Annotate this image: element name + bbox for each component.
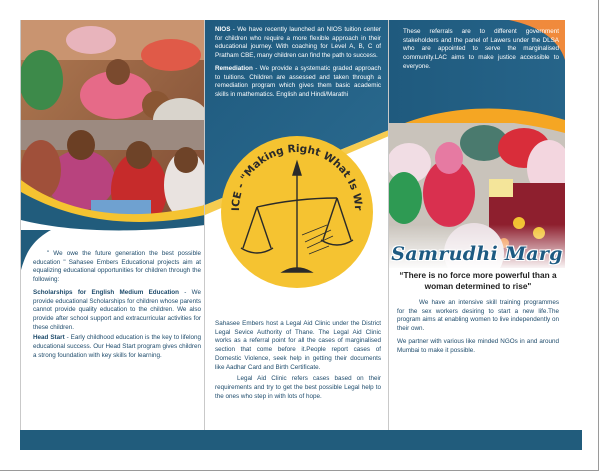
brochure-sheet xyxy=(20,20,582,450)
remediation-title: Remediation xyxy=(215,64,253,72)
education-intro: " We owe the future generation the best possible education " Sahasee Embers Educational projects aim at equalizing educational opportunities for children through the following: xyxy=(33,250,201,284)
legal-aid-paragraph-2: Legal Aid Clinic refers cases based on their requirements and try to get the best possible Legal help to the ones who step in with lots of hope. xyxy=(215,375,381,400)
empowerment-quote: “There is no force more powerful than a woman determined to rise" xyxy=(399,270,557,291)
scales-of-justice-icon xyxy=(217,130,377,290)
middle-top-text xyxy=(215,26,381,100)
legal-aid-paragraph-1: Sahasee Embers host a Legal Aid Clinic under the District Legal Sevice Authority of Thane. The Legal Aid Clinic works as a referral point for all the cases of marginalised section that come before it.People report cases of Domestic Violence, seek help in getting their documents like Aadhar Card and Birth Certificate. xyxy=(215,320,381,371)
wave-decoration xyxy=(21,20,205,235)
nios-text: - We have recently launched an NIOS tuition center for children who require a more flexible approach in their educational journey. With coaching for Level A, B, C of Pratham CBE, many children can find the path to success. xyxy=(215,26,382,60)
samrudhi-title-block xyxy=(389,243,565,265)
children-classroom-photo xyxy=(21,20,205,235)
footer-band xyxy=(20,430,582,450)
partner-text: We partner with various like minded NGOs in and around Mumbai to make it possible. xyxy=(397,337,559,354)
samrudhi-marg-title: Samrudhi Marg xyxy=(391,243,563,265)
middle-panel xyxy=(204,20,389,430)
remediation-section xyxy=(215,65,381,100)
nios-title: NIOS xyxy=(215,26,231,33)
left-panel xyxy=(20,20,205,430)
legal-aid-text xyxy=(215,320,381,401)
justice-emblem xyxy=(217,130,377,290)
scholarship-section xyxy=(33,289,201,333)
scholarship-title: Scholarships for English Medium Education xyxy=(33,288,180,296)
justice-motto: ICE - "Making Right What Is Wr xyxy=(229,142,365,212)
headstart-title: Head Start xyxy=(33,334,65,342)
left-panel-text xyxy=(33,250,201,360)
referrals-block xyxy=(403,28,559,72)
right-panel xyxy=(388,20,582,430)
training-text: We have an intensive skill training programmes for the sex workers desiring to start a new life.The program aims at enabling women to live independently on their own. xyxy=(397,299,559,333)
headstart-text: - Early childhood education is the key to lifelong educational success. Our Head Start program gives children a strong foundation with key skills for learning. xyxy=(33,334,202,359)
referrals-text: These referrals are to different government stakeholders and the panel of Lawers under the DLSA who are appointed to serve the marginalised community.LAC aims to make justice accessible to everyone. xyxy=(403,28,559,70)
remediation-text: - We provide a systematic graded approach to tuitions. Children are assessed and taken through a remediation program which gives them basic academic skills in mathematics. English and Hindi/Marathi xyxy=(215,64,382,98)
scholarship-text: - We provide educational Scholarships for children whose parents cannot provide quality education to the children. We also provide after school support and extracurricular activities for these children. xyxy=(33,288,202,331)
headstart-section xyxy=(33,334,201,360)
samrudhi-text-block xyxy=(393,270,563,355)
nios-section xyxy=(215,26,381,61)
